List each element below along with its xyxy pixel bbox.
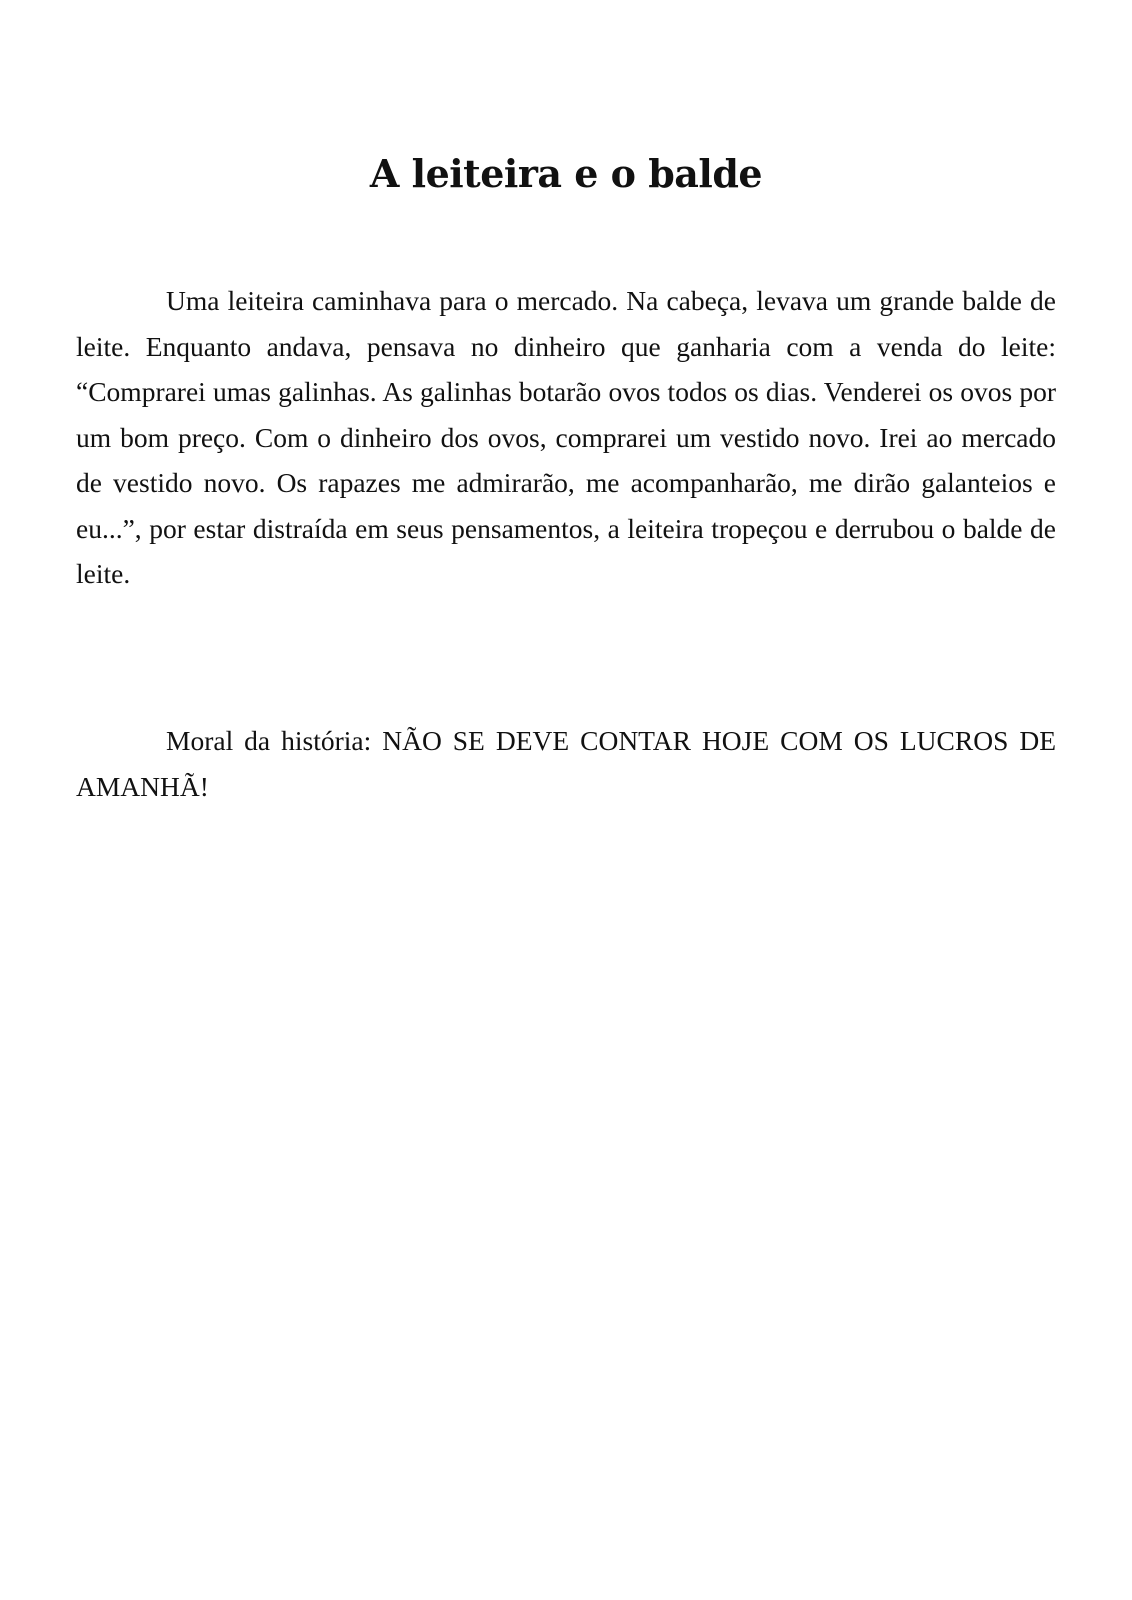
moral-text: NÃO SE DEVE CONTAR HOJE COM OS LUCROS DE AMANHÃ! (76, 725, 1057, 802)
story-paragraph: Uma leiteira caminhava para o mercado. Na cabeça, levava um grande balde de leite. Enquanto andava, pensava no dinheiro que ganharia com a venda do leite: “Comprarei umas galinhas. As galinhas botarão ovos todos os dias. Venderei os ovos por um bom preço. Com o dinheiro dos ovos, comprarei um vestido novo. Irei ao mercado de vestido novo. Os rapazes me admirarão, me acompanharão, me dirão galanteios e eu...”, por estar distraída em seus pensamentos, a leiteira tropeçou e derrubou o balde de leite. (76, 285, 1056, 589)
moral-label: Moral da história: (166, 725, 372, 756)
moral-paragraph (76, 718, 1056, 809)
document-title: A leiteira e o balde (369, 151, 763, 196)
